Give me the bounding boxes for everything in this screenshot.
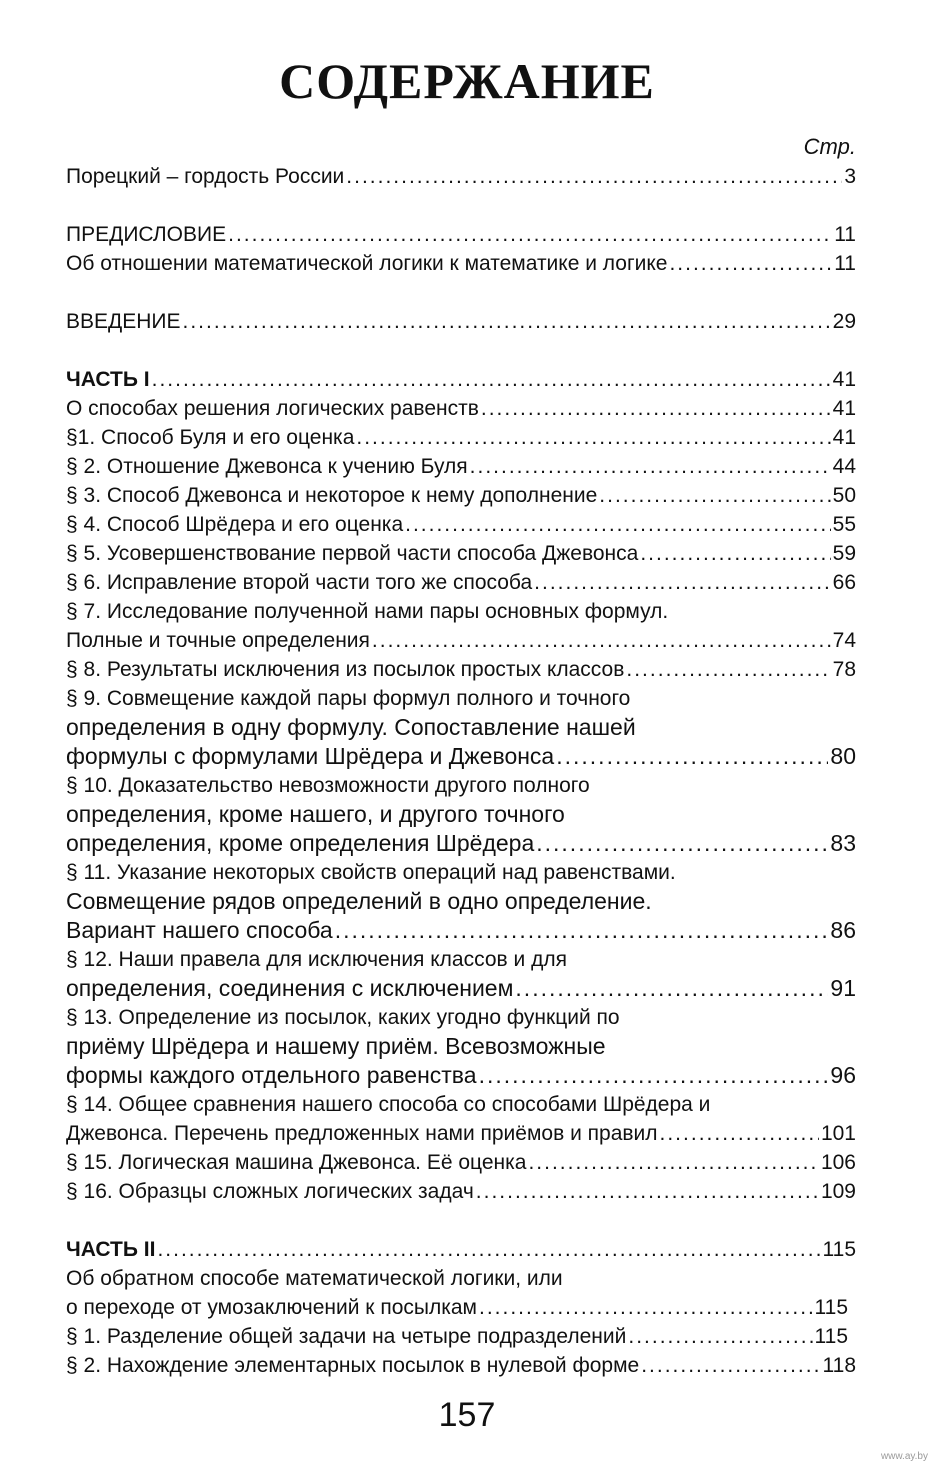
toc-entry-line: определения, кроме нашего, и другого точного: [66, 801, 565, 827]
toc-entry-line: § 14. Общее сравнения нашего способа со способами Шрёдера и: [66, 1093, 711, 1116]
toc-entry: [66, 481, 856, 510]
toc-entry: [66, 1351, 856, 1380]
toc-entry-page: 78: [832, 658, 856, 681]
toc-entry-page: 115: [814, 1325, 848, 1348]
toc-entry-line: § 11. Указание некоторых свойств операций над равенствами.: [66, 861, 676, 884]
toc-entry-page: 41: [832, 426, 856, 449]
toc-entry-text: § 16. Образцы сложных логических задач: [66, 1180, 474, 1203]
toc-entry-line: § 13. Определение из посылок, каких угодно функций по: [66, 1006, 620, 1029]
toc-entry-text: § 8. Результаты исключения из посылок простых классов: [66, 658, 625, 681]
toc-entry-text: определения, кроме определения Шрёдера: [66, 830, 535, 856]
toc-entry-page: 66: [832, 571, 856, 594]
toc-entry: [66, 1119, 856, 1148]
toc-entry: [66, 539, 856, 568]
toc-entry-page: 83: [830, 830, 856, 856]
toc-entry-text: § 5. Усовершенствование первой части способа Джевонса: [66, 542, 639, 565]
toc-entry-text: о переходе от умозаключений к посылкам: [66, 1296, 477, 1319]
toc-entry-text: § 15. Логическая машина Джевонса. Её оценка: [66, 1151, 527, 1174]
toc-entry-page: 118: [822, 1354, 856, 1377]
toc-entry-page: 115: [822, 1238, 856, 1261]
toc-entry-line: Совмещение рядов определений в одно определение.: [66, 888, 652, 914]
toc-entry-text: ПРЕДИСЛОВИЕ: [66, 223, 227, 246]
toc-entry-text: ЧАСТЬ I: [66, 368, 150, 391]
toc-entry-line: определения в одну формулу. Сопоставление нашей: [66, 714, 636, 740]
toc-entry-text: О способах решения логических равенств: [66, 397, 479, 420]
toc-entry: [66, 423, 856, 452]
page-title: СОДЕРЖАНИЕ: [279, 53, 655, 109]
toc-entry-text: определения, соединения с исключением: [66, 975, 514, 1001]
toc-entry: [66, 568, 856, 597]
toc-entry-page: 101: [820, 1122, 856, 1145]
toc-entry-text: Вариант нашего способа: [66, 917, 333, 943]
toc-entry: [66, 220, 856, 249]
toc-entry: [66, 655, 856, 684]
toc-entry-page: 11: [834, 252, 856, 275]
toc-entry-page: 115: [814, 1296, 848, 1319]
toc-entry: [66, 162, 856, 191]
toc-entry-page: 106: [820, 1151, 856, 1174]
toc-entry-text: § 4. Способ Шрёдера и его оценка: [66, 513, 404, 536]
toc-entry-text: Порецкий – гордость России: [66, 165, 345, 188]
toc-entry: [66, 1148, 856, 1177]
toc-entry: [66, 510, 856, 539]
toc-entry-text: §1. Способ Буля и его оценка: [66, 426, 355, 449]
toc-entry-text: § 1. Разделение общей задачи на четыре подразделений: [66, 1325, 627, 1348]
toc-entry-text: § 2. Нахождение элементарных посылок в нулевой форме: [66, 1354, 640, 1377]
watermark: www.ay.by: [880, 1451, 928, 1462]
toc-entry: [66, 1322, 848, 1351]
toc-part-heading: [66, 1235, 856, 1264]
toc-entry-page: 86: [830, 917, 856, 943]
toc-entry-text: Полные и точные определения: [66, 629, 370, 652]
toc-entry: [66, 307, 856, 336]
toc-entry-page: 109: [820, 1180, 856, 1203]
toc-entry-text: § 3. Способ Джевонса и некоторое к нему дополнение: [66, 484, 598, 507]
toc-entry: [66, 829, 856, 858]
toc-entry-page: 59: [832, 542, 856, 565]
toc-entry-line: § 12. Наши правела для исключения классов и для: [66, 948, 567, 971]
toc-entry-page: 11: [834, 223, 856, 246]
toc-entry-page: 55: [832, 513, 856, 536]
toc-entry-page: 50: [832, 484, 856, 507]
table-of-contents: [66, 162, 856, 1380]
toc-entry-text: § 6. Исправление второй части того же способа: [66, 571, 533, 594]
toc-entry-line: § 7. Исследование полученной нами пары основных формул.: [66, 600, 669, 623]
toc-entry-text: ВВЕДЕНИЕ: [66, 310, 181, 333]
toc-entry: [66, 452, 856, 481]
toc-entry: [66, 1177, 856, 1206]
toc-entry-text: ЧАСТЬ II: [66, 1238, 156, 1261]
page-number: 157: [438, 1396, 496, 1434]
toc-entry-page: 44: [832, 455, 856, 478]
toc-entry-text: Об отношении математической логики к математике и логике: [66, 252, 668, 275]
toc-entry: [66, 974, 856, 1003]
toc-entry-line: Об обратном способе математической логики, или: [66, 1267, 563, 1290]
toc-entry: [66, 626, 856, 655]
toc-entry-text: § 2. Отношение Джевонса к учению Буля: [66, 455, 468, 478]
toc-entry-page: 91: [830, 975, 856, 1001]
toc-entry: [66, 394, 856, 423]
toc-entry-line: § 10. Доказательство невозможности другого полного: [66, 774, 590, 797]
toc-entry-page: 74: [832, 629, 856, 652]
toc-part-heading: [66, 365, 856, 394]
toc-entry: [66, 1061, 856, 1090]
toc-entry-text: формулы с формулами Шрёдера и Джевонса: [66, 743, 555, 769]
page-column-label: Стр.: [803, 134, 856, 159]
toc-entry: [66, 249, 856, 278]
toc-entry-page: 3: [844, 165, 856, 188]
toc-entry-page: 41: [832, 397, 856, 420]
toc-entry-page: 96: [830, 1062, 856, 1088]
toc-entry: [66, 742, 856, 771]
toc-entry-page: 80: [830, 743, 856, 769]
toc-entry: [66, 916, 856, 945]
toc-entry: [66, 1293, 848, 1322]
toc-entry-line: § 9. Совмещение каждой пары формул полного и точного: [66, 687, 631, 710]
toc-entry-text: формы каждого отдельного равенства: [66, 1062, 477, 1088]
toc-entry-page: 29: [832, 310, 856, 333]
toc-entry-line: приёму Шрёдера и нашему приём. Всевозможные: [66, 1033, 606, 1059]
toc-entry-text: Джевонса. Перечень предложенных нами приёмов и правил: [66, 1122, 658, 1145]
toc-entry-page: 41: [832, 368, 856, 391]
